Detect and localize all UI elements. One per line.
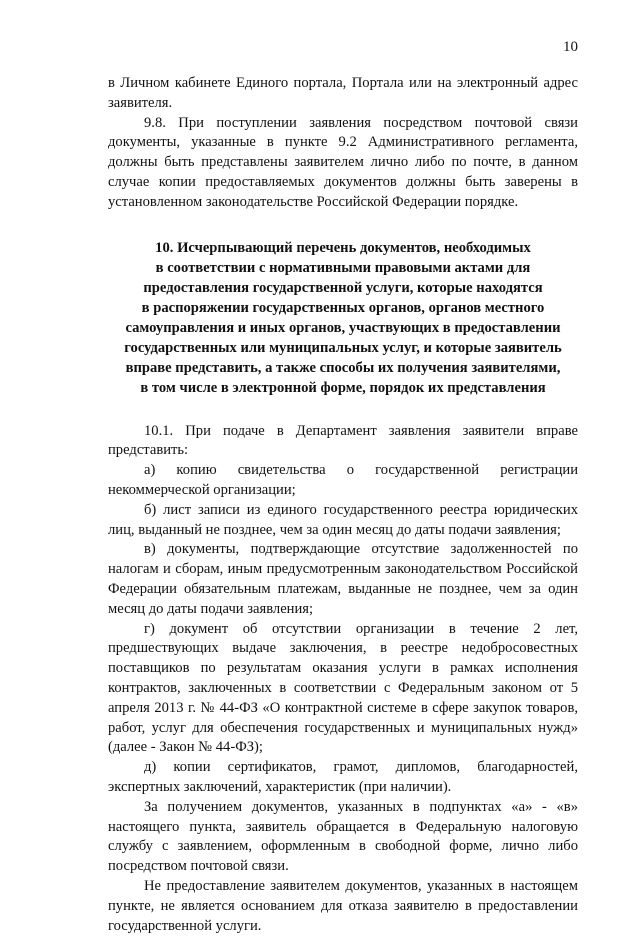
page-number: 10 bbox=[563, 39, 578, 55]
heading-line: государственных или муниципальных услуг, и которые заявитель bbox=[124, 339, 562, 356]
body-paragraph: д) копии сертификатов, грамот, дипломов, благодарностей, экспертных заключений, характеристик (при наличии). bbox=[108, 759, 578, 795]
section-heading bbox=[108, 238, 578, 398]
intro-paragraph: в Личном кабинете Единого портала, Портала или на электронный адрес заявителя. bbox=[108, 75, 578, 111]
heading-line: предоставления государственной услуги, которые находятся bbox=[143, 279, 543, 296]
heading-line: в распоряжении государственных органов, органов местного bbox=[141, 299, 545, 316]
body-paragraph: г) документ об отсутствии организации в течение 2 лет, предшествующих выдаче заключения, в реестре недобросовестных поставщиков по результатам оказания услуги в рамках исполнения контрактов, заключенных в соответствии с Федеральным законом от 5 апреля 2013 г. № 44-ФЗ «О контрактной системе в сфере закупок товаров, работ, услуг для обеспечения государственных и муниципальных нужд» (далее - Закон № 44-ФЗ); bbox=[108, 620, 578, 756]
body-paragraph: 10.1. При подаче в Департамент заявления заявители вправе представить: bbox=[108, 422, 578, 459]
body-paragraph: За получением документов, указанных в подпунктах «а» - «в» настоящего пункта, заявитель обращается в Федеральную налоговую службу с заявлением, оформленным в свободной форме, лично либо посредством почтовой связи. bbox=[108, 798, 578, 875]
body-paragraph: а) копию свидетельства о государственной регистрации некоммерческой организации; bbox=[108, 462, 578, 498]
document-content bbox=[108, 74, 578, 936]
heading-line: самоуправления и иных органов, участвующих в предоставлении bbox=[125, 319, 561, 336]
intro-paragraph: 9.8. При поступлении заявления посредством почтовой связи документы, указанные в пункте 9.2 Административного регламента, должны быть представлены заявителем лично либо по почте, в данном случае копии предоставляемых документов должны быть заверены в установленном законодательстве Российской Федерации порядке. bbox=[108, 114, 578, 210]
body-paragraph: Не предоставление заявителем документов, указанных в настоящем пункте, не является основанием для отказа заявителю в предоставлении государственной услуги. bbox=[108, 877, 578, 934]
heading-line: в соответствии с нормативными правовыми актами для bbox=[155, 259, 531, 276]
heading-line: 10. Исчерпывающий перечень документов, необходимых bbox=[155, 239, 531, 256]
heading-line: вправе представить, а также способы их получения заявителями, bbox=[125, 359, 561, 376]
heading-line: в том числе в электронной форме, порядок их представления bbox=[140, 379, 546, 396]
body-paragraph: б) лист записи из единого государственного реестра юридических лиц, выданный не позднее, чем за один месяц до даты подачи заявления; bbox=[108, 501, 578, 538]
body-paragraph: в) документы, подтверждающие отсутствие задолженностей по налогам и сборам, иным предусмотренным законодательством Российской Федерации обязательным платежам, выданные не позднее, чем за один месяц до даты подачи заявления; bbox=[108, 541, 578, 617]
